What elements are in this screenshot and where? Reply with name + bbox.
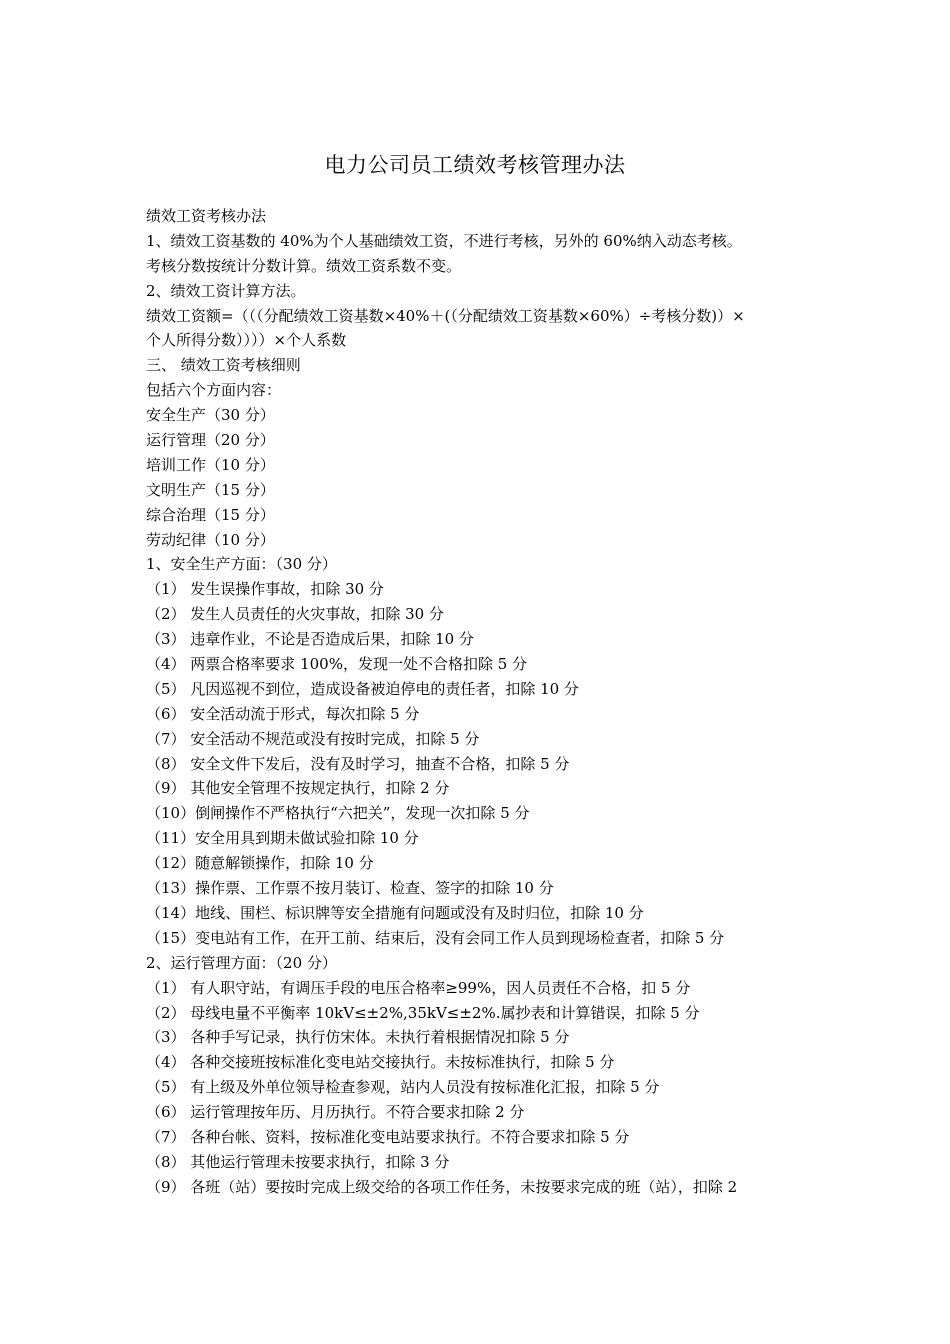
text-line: （14）地线、围栏、标识牌等安全措施有问题或没有及时归位，扣除 10 分 <box>146 903 644 922</box>
text-line: （5） 凡因巡视不到位，造成设备被迫停电的责任者，扣除 10 分 <box>146 679 579 698</box>
text-line: （2） 发生人员责任的火灾事故，扣除 30 分 <box>146 605 444 624</box>
text-line: 1、安全生产方面：（30 分） <box>146 555 337 574</box>
text-line: 2、绩效工资计算方法。 <box>146 281 306 300</box>
text-line: （6） 安全活动流于形式，每次扣除 5 分 <box>146 704 420 723</box>
text-line: （12）随意解锁操作，扣除 10 分 <box>146 854 374 873</box>
text-line: （5） 有上级及外单位领导检查参观，站内人员没有按标准化汇报，扣除 5 分 <box>146 1078 660 1097</box>
text-line: （4） 两票合格率要求 100%，发现一处不合格扣除 5 分 <box>146 655 528 674</box>
text-line: （2） 母线电量不平衡率 10kV≤±2%,35kV≤±2%.属抄表和计算错误，扣除 5 分 <box>146 1003 700 1022</box>
text-line: 三、 绩效工资考核细则 <box>146 356 301 375</box>
text-line: 个人所得分数））））×个人系数 <box>146 331 347 350</box>
text-line: （11）安全用具到期未做试验扣除 10 分 <box>146 829 419 848</box>
text-line: 文明生产（15 分） <box>146 480 275 499</box>
text-line: 运行管理（20 分） <box>146 431 275 450</box>
text-line: 1、绩效工资基数的 40%为个人基础绩效工资，不进行考核，另外的 60%纳入动态考核。 <box>146 231 742 250</box>
text-line: （8） 安全文件下发后，没有及时学习，抽查不合格，扣除 5 分 <box>146 754 570 773</box>
text-line: （13）操作票、工作票不按月装订、检查、签字的扣除 10 分 <box>146 879 554 898</box>
text-line: （6） 运行管理按年历、月历执行。不符合要求扣除 2 分 <box>146 1103 525 1122</box>
text-line: （9） 各班（站）要按时完成上级交给的各项工作任务，未按要求完成的班（站），扣除 2 <box>146 1177 738 1196</box>
text-line: （3） 违章作业，不论是否造成后果，扣除 10 分 <box>146 630 474 649</box>
text-line: 考核分数按统计分数计算。绩效工资系数不变。 <box>146 256 462 275</box>
text-line: 包括六个方面内容： <box>146 381 282 400</box>
text-line: （7） 安全活动不规范或没有按时完成，扣除 5 分 <box>146 729 480 748</box>
text-line: （7） 各种台帐、资料，按标准化变电站要求执行。不符合要求扣除 5 分 <box>146 1127 630 1146</box>
text-line: （9） 其他安全管理不按规定执行，扣除 2 分 <box>146 779 450 798</box>
text-line: 劳动纪律（10 分） <box>146 530 275 549</box>
text-line: （1） 有人职守站，有调压手段的电压合格率≥99%，因人员责任不合格，扣 5 分 <box>146 978 691 997</box>
text-line: 绩效工资考核办法 <box>146 207 267 225</box>
text-line: （3） 各种手写记录，执行仿宋体。未执行着根据情况扣除 5 分 <box>146 1028 570 1047</box>
text-line: （4） 各种交接班按标准化变电站交接执行。未按标准执行，扣除 5 分 <box>146 1053 615 1072</box>
text-line: 综合治理（15 分） <box>146 505 275 524</box>
document-body <box>146 204 818 1200</box>
document-title: 电力公司员工绩效考核管理办法 <box>324 153 626 177</box>
text-line: 绩效工资额=（（（分配绩效工资基数×40%＋(（分配绩效工资基数×60%）÷考核分数)）× <box>146 306 745 325</box>
text-line: 2、运行管理方面：（20 分） <box>146 953 337 972</box>
text-line: （15）变电站有工作，在开工前、结束后，没有会同工作人员到现场检查者，扣除 5 分 <box>146 928 725 947</box>
text-line: 安全生产（30 分） <box>146 406 275 425</box>
text-line: 培训工作（10 分） <box>146 455 275 474</box>
text-line: （1） 发生误操作事故，扣除 30 分 <box>146 580 384 599</box>
text-line: （10）倒闸操作不严格执行“六把关”，发现一次扣除 5 分 <box>146 804 530 823</box>
text-line: （8） 其他运行管理未按要求执行，扣除 3 分 <box>146 1152 450 1171</box>
